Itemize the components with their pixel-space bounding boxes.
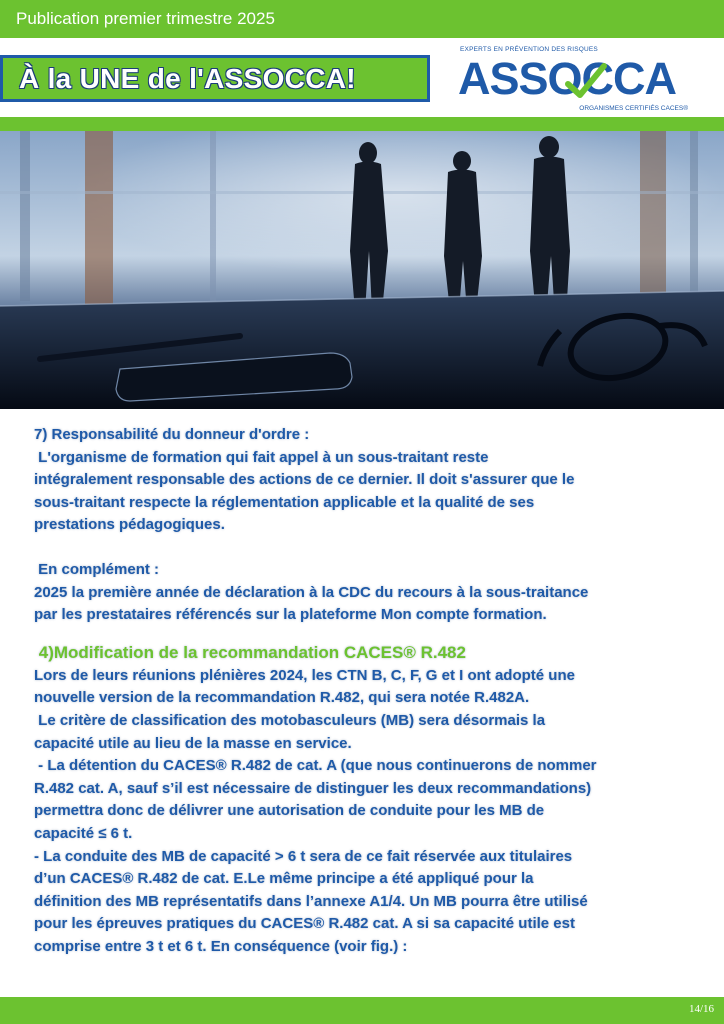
section-4-line: définition des MB représentatifs dans l’annexe A1/4. Un MB pourra être utilisé <box>34 892 588 910</box>
section-4-line: capacité utile au lieu de la masse en service. <box>34 734 352 752</box>
logo-brand: ASSOCCA <box>458 53 677 104</box>
page-number: 14/16 <box>688 1003 714 1015</box>
complement-line-2: par les prestataires référencés sur la plateforme Mon compte formation. <box>34 606 547 624</box>
section-7-heading: 7) Responsabilité du donneur d'ordre : <box>34 426 310 443</box>
section-4-line: comprise entre 3 t et 6 t. En conséquence (voir fig.) : <box>34 937 408 955</box>
article-content <box>34 424 694 958</box>
complement-heading: En complément : <box>34 560 160 578</box>
complement-line-1: 2025 la première année de déclaration à la CDC du recours à la sous-traitance <box>34 583 589 601</box>
footer-bar <box>0 997 724 1024</box>
header-divider <box>0 117 724 131</box>
section-4-line: permettra donc de délivrer une autorisation de conduite pour les MB de <box>34 802 545 820</box>
section-4-line: capacité ≤ 6 t. <box>34 824 133 842</box>
page-title: À la UNE de l'ASSOCCA! <box>0 55 430 102</box>
section-4-line: pour les épreuves pratiques du CACES® R.482 cat. A si sa capacité utile est <box>34 915 575 933</box>
section-4-line: Le critère de classification des motobasculeurs (MB) sera désormais la <box>34 711 546 729</box>
section-4-line: R.482 cat. A, sauf s’il est nécessaire de distinguer les deux recommandations) <box>34 779 592 797</box>
associa-logo <box>458 46 694 116</box>
publication-label: Publication premier trimestre 2025 <box>16 9 275 28</box>
section-4-line: d’un CACES® R.482 de cat. E.Le même principe a été appliqué pour la <box>34 870 534 888</box>
publication-banner <box>0 0 724 38</box>
section-7-line-3: sous-traitant respecte la réglementation applicable et la qualité de ses <box>34 493 535 511</box>
business-people-silhouette-photo <box>0 131 724 409</box>
section-7-line-2: intégralement responsable des actions de ce dernier. Il doit s'assurer que le <box>34 471 575 489</box>
logo-tagline: EXPERTS EN PRÉVENTION DES RISQUES <box>460 46 598 53</box>
section-4-heading: 4)Modification de la recommandation CACES® R.482 <box>34 642 466 662</box>
spacer <box>34 537 694 559</box>
section-7-line-4: prestations pédagogiques. <box>34 516 225 534</box>
section-7-line-1: L'organisme de formation qui fait appel à un sous-traitant reste <box>34 448 489 466</box>
section-4-line: nouvelle version de la recommandation R.482, qui sera notée R.482A. <box>34 689 530 707</box>
logo-subtag: ORGANISMES CERTIFIÉS CACES® <box>579 105 688 112</box>
check-circle-icon <box>562 60 608 102</box>
section-4-line: - La détention du CACES® R.482 de cat. A (que nous continuerons de nommer <box>34 757 597 775</box>
section-4-line: - La conduite des MB de capacité > 6 t sera de ce fait réservée aux titulaires <box>34 847 573 865</box>
section-4-line: Lors de leurs réunions plénières 2024, les CTN B, C, F, G et I ont adopté une <box>34 666 575 684</box>
